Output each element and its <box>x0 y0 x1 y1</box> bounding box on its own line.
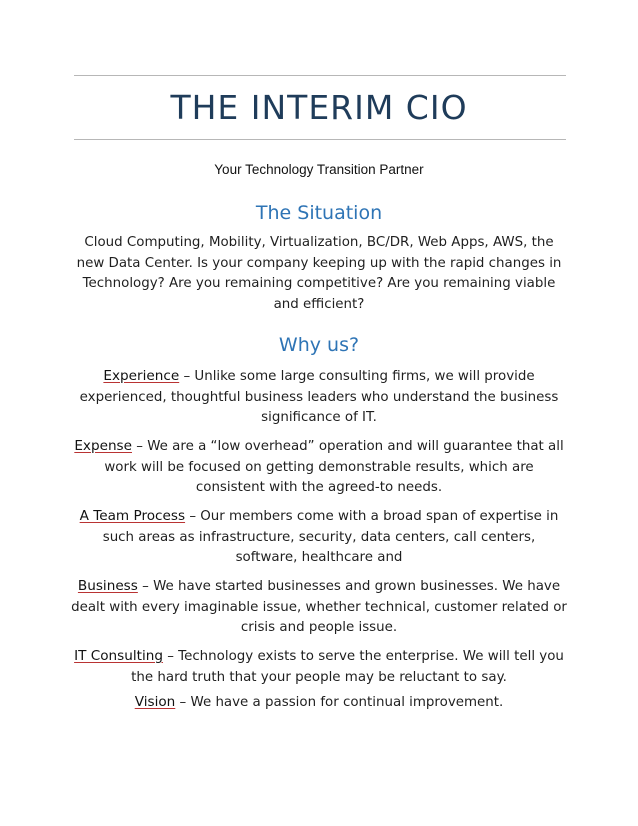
why-item-text: – We are a “low overhead” operation and will guarantee that all work will be focused on getting demonstrable results, which are consistent with the agreed-to needs. <box>104 439 564 495</box>
title-top-rule <box>74 75 566 76</box>
why-item-term: IT Consulting <box>74 648 163 664</box>
why-item-text: – Technology exists to serve the enterprise. We will tell you the hard truth that your people may be reluctant to say. <box>131 649 564 685</box>
situation-paragraph: Cloud Computing, Mobility, Virtualization, BC/DR, Web Apps, AWS, the new Data Center. Is your company keeping up with the rapid changes in Technology? Are you remaining competitive? Are you remaining viable and efficient? <box>76 235 562 312</box>
tagline: Your Technology Transition Partner <box>214 162 424 177</box>
why-item-term: Experience <box>103 368 180 384</box>
why-us-heading: Why us? <box>278 334 360 356</box>
why-item-vision <box>70 692 568 714</box>
why-item-text: – We have started businesses and grown businesses. We have dealt with every imaginable issue, whether technical, customer related or crisis and people issue. <box>71 579 567 635</box>
page-title: THE INTERIM CIO <box>170 88 468 127</box>
why-item-business <box>70 576 568 639</box>
why-item-text: – We have a passion for continual improvement. <box>175 695 504 710</box>
why-item-team-process <box>70 506 568 569</box>
situation-heading: The Situation <box>255 202 383 224</box>
why-item-it-consulting <box>70 646 568 688</box>
why-item-term: Expense <box>74 438 132 454</box>
why-item-experience <box>70 366 568 429</box>
why-item-text: – Unlike some large consulting firms, we will provide experienced, thoughtful business leaders who understand the business significance of IT. <box>79 369 559 425</box>
why-item-term: Business <box>77 578 138 594</box>
why-item-expense <box>70 436 568 499</box>
why-item-term: A Team Process <box>79 508 186 524</box>
title-bottom-rule <box>74 139 566 140</box>
why-item-text: – Our members come with a broad span of expertise in such areas as infrastructure, security, data centers, call centers, software, healthcare and <box>102 509 559 565</box>
why-item-term: Vision <box>134 694 176 710</box>
